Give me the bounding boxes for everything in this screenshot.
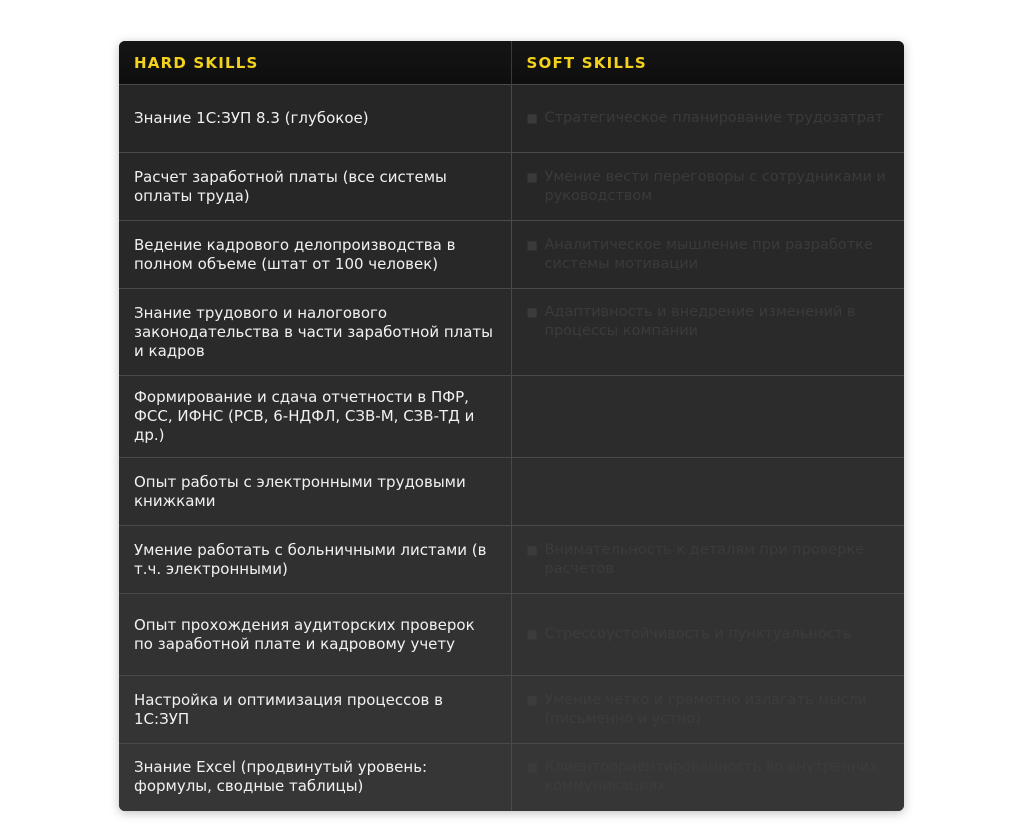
hard-skill-cell: Опыт прохождения аудиторских проверок по заработной плате и кадровому учету (119, 594, 511, 676)
bullet-icon: ■ (526, 305, 538, 319)
bullet-icon: ■ (526, 542, 538, 557)
soft-skill-cell (511, 85, 904, 153)
bullet-icon: ■ (526, 111, 538, 125)
soft-skill-cell (511, 289, 904, 376)
table-header-row (119, 41, 904, 85)
soft-skills-header: SOFT SKILLS (511, 41, 904, 85)
table-row (119, 153, 904, 221)
soft-skill-cell (511, 526, 904, 594)
bullet-icon: ■ (526, 627, 538, 641)
bullet-icon: ■ (526, 169, 538, 184)
table-row (119, 289, 904, 376)
soft-skill-text: Умение вести переговоры с сотрудниками и руководством (544, 168, 886, 204)
soft-skill-text: Умение четко и грамотно излагать мысли (письменно и устно) (544, 691, 868, 727)
hard-skill-cell: Расчет заработной платы (все системы оплаты труда) (119, 153, 511, 221)
hard-skill-cell: Настройка и оптимизация процессов в 1С:ЗУП (119, 676, 511, 744)
table-row (119, 85, 904, 153)
table-row (119, 221, 904, 289)
table-row (119, 676, 904, 744)
hard-skill-cell: Умение работать с больничными листами (в т.ч. электронными) (119, 526, 511, 594)
soft-skill-cell (511, 594, 904, 676)
hard-skill-cell: Ведение кадрового делопроизводства в полном объеме (штат от 100 человек) (119, 221, 511, 289)
hard-skill-cell: Знание трудового и налогового законодательства в части заработной платы и кадров (119, 289, 511, 376)
bullet-icon: ■ (526, 237, 538, 252)
soft-skill-text: Клиентоориентированность во внутренних коммуникациях (544, 759, 879, 795)
soft-skill-text: Внимательность к деталям при проверке расчетов (544, 541, 865, 577)
soft-skill-cell (511, 744, 904, 811)
soft-skill-text: Аналитическое мышление при разработке системы мотивации (544, 236, 873, 272)
soft-skill-text: Стрессоустойчивость и пунктуальность (544, 626, 852, 642)
soft-skill-cell (511, 676, 904, 744)
skills-table-container (119, 41, 904, 811)
hard-skill-cell: Опыт работы с электронными трудовыми книжками (119, 458, 511, 526)
soft-skill-text: Адаптивность и внедрение изменений в процессы компании (544, 304, 856, 339)
table-row (119, 744, 904, 811)
soft-skill-cell (511, 458, 904, 526)
hard-skill-cell: Формирование и сдача отчетности в ПФР, ФСС, ИФНС (РСВ, 6-НДФЛ, СЗВ-М, СЗВ-ТД и др.) (119, 376, 511, 458)
soft-skill-cell (511, 221, 904, 289)
bullet-icon: ■ (526, 692, 538, 707)
soft-skill-cell (511, 153, 904, 221)
bullet-icon: ■ (526, 760, 538, 775)
table-row (119, 458, 904, 526)
table-row (119, 376, 904, 458)
soft-skill-cell (511, 376, 904, 458)
skills-table (119, 41, 904, 811)
soft-skill-text: Стратегическое планирование трудозатрат (544, 110, 884, 126)
table-row (119, 594, 904, 676)
hard-skill-cell: Знание Excel (продвинутый уровень: формулы, сводные таблицы) (119, 744, 511, 811)
hard-skills-header: HARD SKILLS (119, 41, 511, 85)
hard-skill-cell: Знание 1С:ЗУП 8.3 (глубокое) (119, 85, 511, 153)
table-row (119, 526, 904, 594)
